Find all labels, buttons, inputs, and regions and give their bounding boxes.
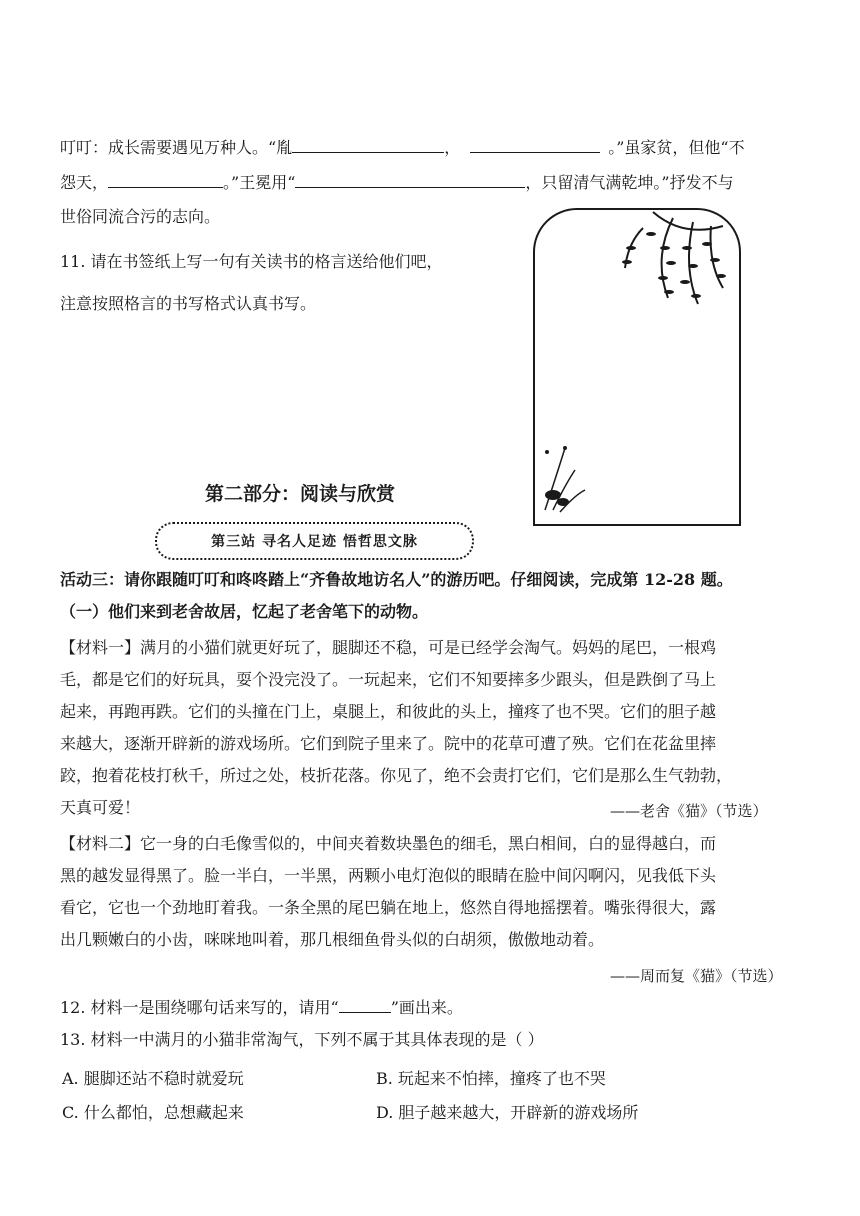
- material-1-line: 起来，再跑再跌。它们的头撞在门上，桌腿上，和彼此的头上，撞疼了也不哭。它们的胆子越: [60, 702, 717, 721]
- material-1-line: 天真可爱！: [60, 798, 141, 817]
- underline-sample: [339, 997, 391, 1013]
- part-2-title: 第二部分：阅读与欣赏: [205, 483, 396, 505]
- fill-blank-2[interactable]: [470, 137, 600, 153]
- material-2-line: 黑的越发显得黑了。脸一半白，一半黑，两颗小电灯泡似的眼睛在脸中间闪啊闪，见我低下头: [60, 866, 717, 885]
- material-2-line: 出几颗嫩白的小齿，咪咪地叫着，那几根细鱼骨头似的白胡须，傲傲地动着。: [60, 930, 605, 949]
- orchid-icon: [535, 440, 595, 520]
- poem-fill-line-3: 世俗同流合污的志向。: [60, 207, 221, 226]
- station-banner: 第三站 寻名人足迹 悟哲思文脉: [155, 522, 474, 560]
- question-13-stem: 13. 材料一中满月的小猫非常淘气，下列不属于其具体表现的是（ ）: [60, 1030, 544, 1049]
- question-11-line-1: 11. 请在书签纸上写一句有关读书的格言送给他们吧，: [60, 252, 443, 271]
- material-1-source: ——老舍《猫》（节选）: [610, 802, 768, 820]
- fill-blank-4[interactable]: [295, 172, 525, 188]
- material-1-line: 来越大，逐渐开辟新的游戏场所。它们到院子里来了。院中的花草可遭了殃。它们在花盆里摔: [60, 734, 717, 753]
- option-b[interactable]: B. 玩起来不怕摔，撞疼了也不哭: [376, 1069, 606, 1088]
- material-1-line: 【材料一】满月的小猫们就更好玩了，腿脚还不稳，可是已经学会淘气。妈妈的尾巴，一根鸡: [60, 638, 717, 657]
- option-d[interactable]: D. 胆子越来越大，开辟新的游戏场所: [376, 1103, 639, 1122]
- material-2-line: 【材料二】它一身的白毛像雪似的，中间夹着数块墨色的细毛，黑白相间，白的显得越白，而: [60, 834, 717, 853]
- material-2-line: 看它，它也一个劲地盯着我。一条全黑的尾巴躺在地上，悠然自得地摇摆着。嘴张得很大，露: [60, 898, 717, 917]
- material-2-source: ——周而复《猫》（节选）: [610, 967, 783, 985]
- fill-blank-1[interactable]: [292, 137, 444, 153]
- option-c[interactable]: C. 什么都怕，总想藏起来: [62, 1103, 244, 1122]
- material-1-line: 毛，都是它们的好玩具，耍个没完没了。一玩起来，它们不知要摔多少跟头，但是跌倒了马上: [60, 670, 717, 689]
- material-1-line: 跤，抱着花枝打秋千，所过之处，枝折花落。你见了，绝不会责打它们，它们是那么生气勃勃，: [60, 766, 733, 785]
- poem-fill-line-2: 怨天， 。”王冕用“ ，只留清气满乾坤。”抒发不与: [60, 173, 734, 192]
- activity-3-intro: 活动三：请你跟随叮叮和咚咚踏上“齐鲁故地访名人”的游历吧。仔细阅读，完成第 12-28 题。: [60, 570, 733, 589]
- question-12: 12. 材料一是围绕哪句话来写的，请用“ ”画出来。: [60, 998, 463, 1017]
- question-11-line-2: 注意按照格言的书写格式认真书写。: [60, 294, 317, 313]
- fill-blank-3[interactable]: [108, 172, 223, 188]
- section-1-heading: （一）他们来到老舍故居，忆起了老舍笔下的动物。: [60, 602, 429, 621]
- option-a[interactable]: A. 腿脚还站不稳时就爱玩: [62, 1069, 244, 1088]
- poem-fill-line-1: 叮叮：成长需要遇见万种人。“胤 ， 。”虽家贫，但他“不: [60, 138, 745, 157]
